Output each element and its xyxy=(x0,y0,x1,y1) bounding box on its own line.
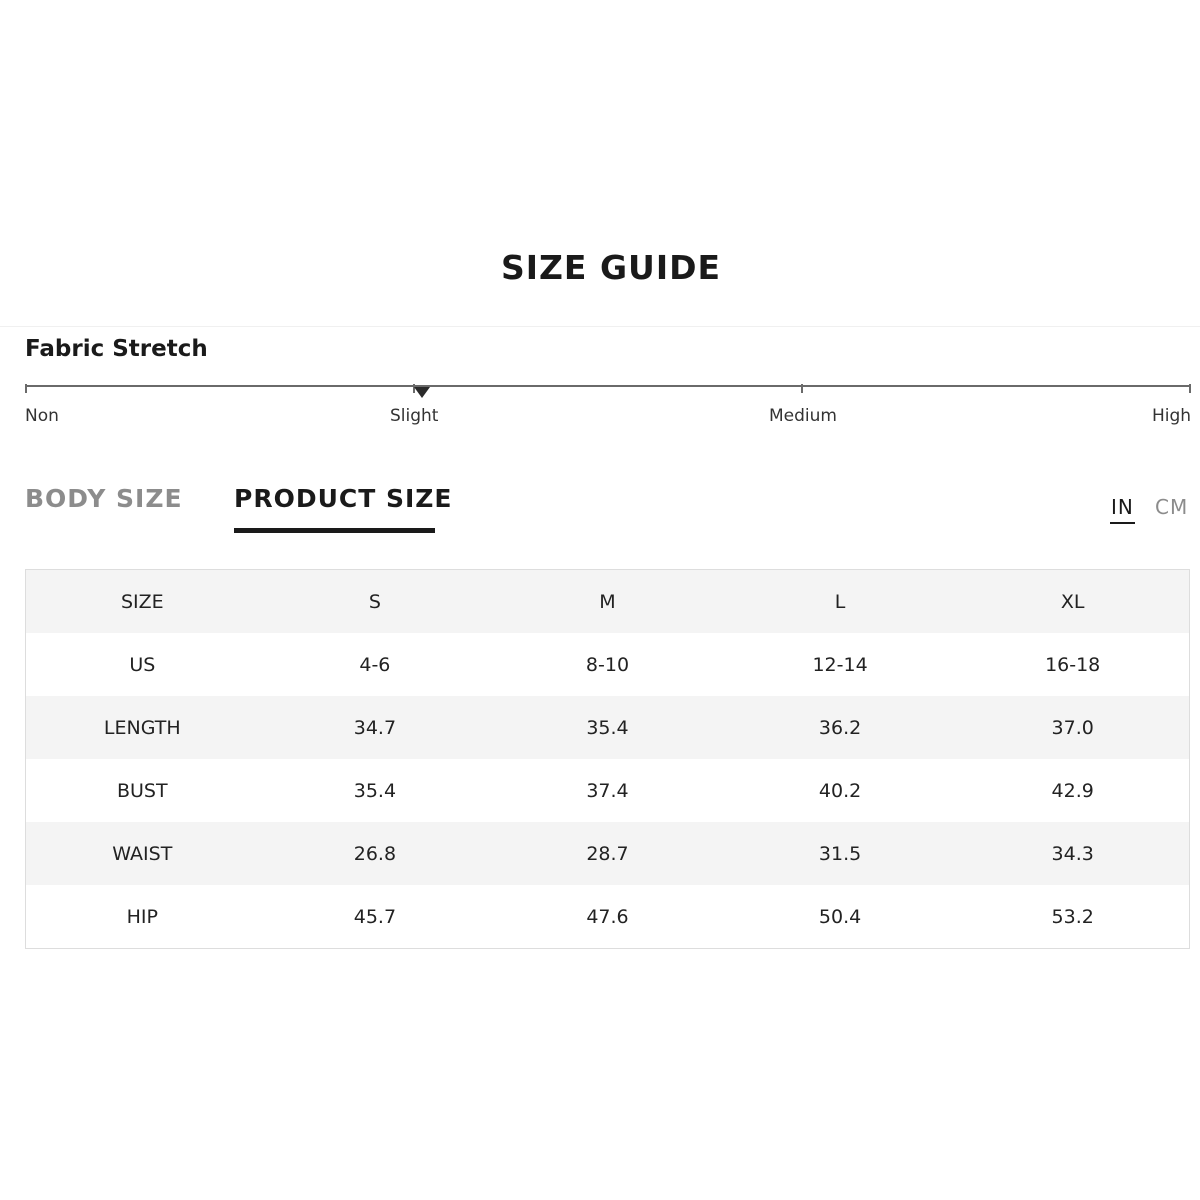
active-unit-underline xyxy=(1110,522,1135,524)
header-cell-xl: XL xyxy=(1060,590,1085,613)
table-cell: 35.4 xyxy=(586,716,629,739)
fabric-stretch-heading: Fabric Stretch xyxy=(25,336,208,362)
table-cell: 8-10 xyxy=(585,653,630,676)
table-row xyxy=(26,885,1189,948)
table-cell: 35.4 xyxy=(353,779,397,802)
fabric-stretch-scale xyxy=(25,384,1191,434)
table-row xyxy=(26,759,1189,822)
table-cell: 28.7 xyxy=(586,842,629,865)
title-divider xyxy=(0,326,1200,327)
row-label-cell: BUST xyxy=(116,779,168,802)
unit-toggle-in[interactable]: IN xyxy=(1111,495,1134,519)
tab-product-size[interactable]: PRODUCT SIZE xyxy=(234,484,453,513)
active-tab-underline xyxy=(234,528,435,533)
row-label-cell: LENGTH xyxy=(103,716,181,739)
table-row xyxy=(26,696,1189,759)
table-cell: 42.9 xyxy=(1051,779,1094,802)
stretch-label-non: Non xyxy=(25,406,59,426)
table-header-row xyxy=(26,570,1189,633)
header-cell-m: M xyxy=(599,590,616,613)
row-label-cell: US xyxy=(129,653,156,676)
table-cell: 36.2 xyxy=(818,716,862,739)
table-cell: 37.0 xyxy=(1051,716,1094,739)
page-title: SIZE GUIDE xyxy=(500,248,722,287)
row-label-cell: HIP xyxy=(126,905,158,928)
stretch-tick-non xyxy=(25,384,27,393)
table-cell: 53.2 xyxy=(1051,905,1094,928)
table-cell: 31.5 xyxy=(818,842,862,865)
unit-toggle-cm[interactable]: CM xyxy=(1155,495,1189,519)
size-table xyxy=(25,569,1190,949)
stretch-tick-medium xyxy=(801,384,803,393)
table-cell: 47.6 xyxy=(586,905,629,928)
header-cell-s: S xyxy=(368,590,381,613)
stretch-label-slight: Slight xyxy=(390,406,439,426)
table-cell: 45.7 xyxy=(353,905,397,928)
header-cell-l: L xyxy=(834,590,846,613)
table-row xyxy=(26,633,1189,696)
tab-body-size[interactable]: BODY SIZE xyxy=(25,484,183,513)
stretch-selected-marker-icon xyxy=(414,387,430,398)
table-cell: 40.2 xyxy=(818,779,862,802)
table-cell: 12-14 xyxy=(812,653,868,676)
table-cell: 37.4 xyxy=(586,779,629,802)
header-cell-size: SIZE xyxy=(120,590,164,613)
table-cell: 34.7 xyxy=(353,716,397,739)
table-row xyxy=(26,822,1189,885)
stretch-scale-line xyxy=(25,385,1191,387)
table-cell: 4-6 xyxy=(359,653,391,676)
row-label-cell: WAIST xyxy=(112,842,173,865)
table-cell: 34.3 xyxy=(1051,842,1094,865)
table-cell: 50.4 xyxy=(818,905,862,928)
stretch-tick-high xyxy=(1189,384,1191,393)
table-cell: 16-18 xyxy=(1045,653,1101,676)
stretch-label-high: High xyxy=(1152,406,1192,426)
table-cell: 26.8 xyxy=(353,842,397,865)
stretch-label-medium: Medium xyxy=(769,406,837,426)
